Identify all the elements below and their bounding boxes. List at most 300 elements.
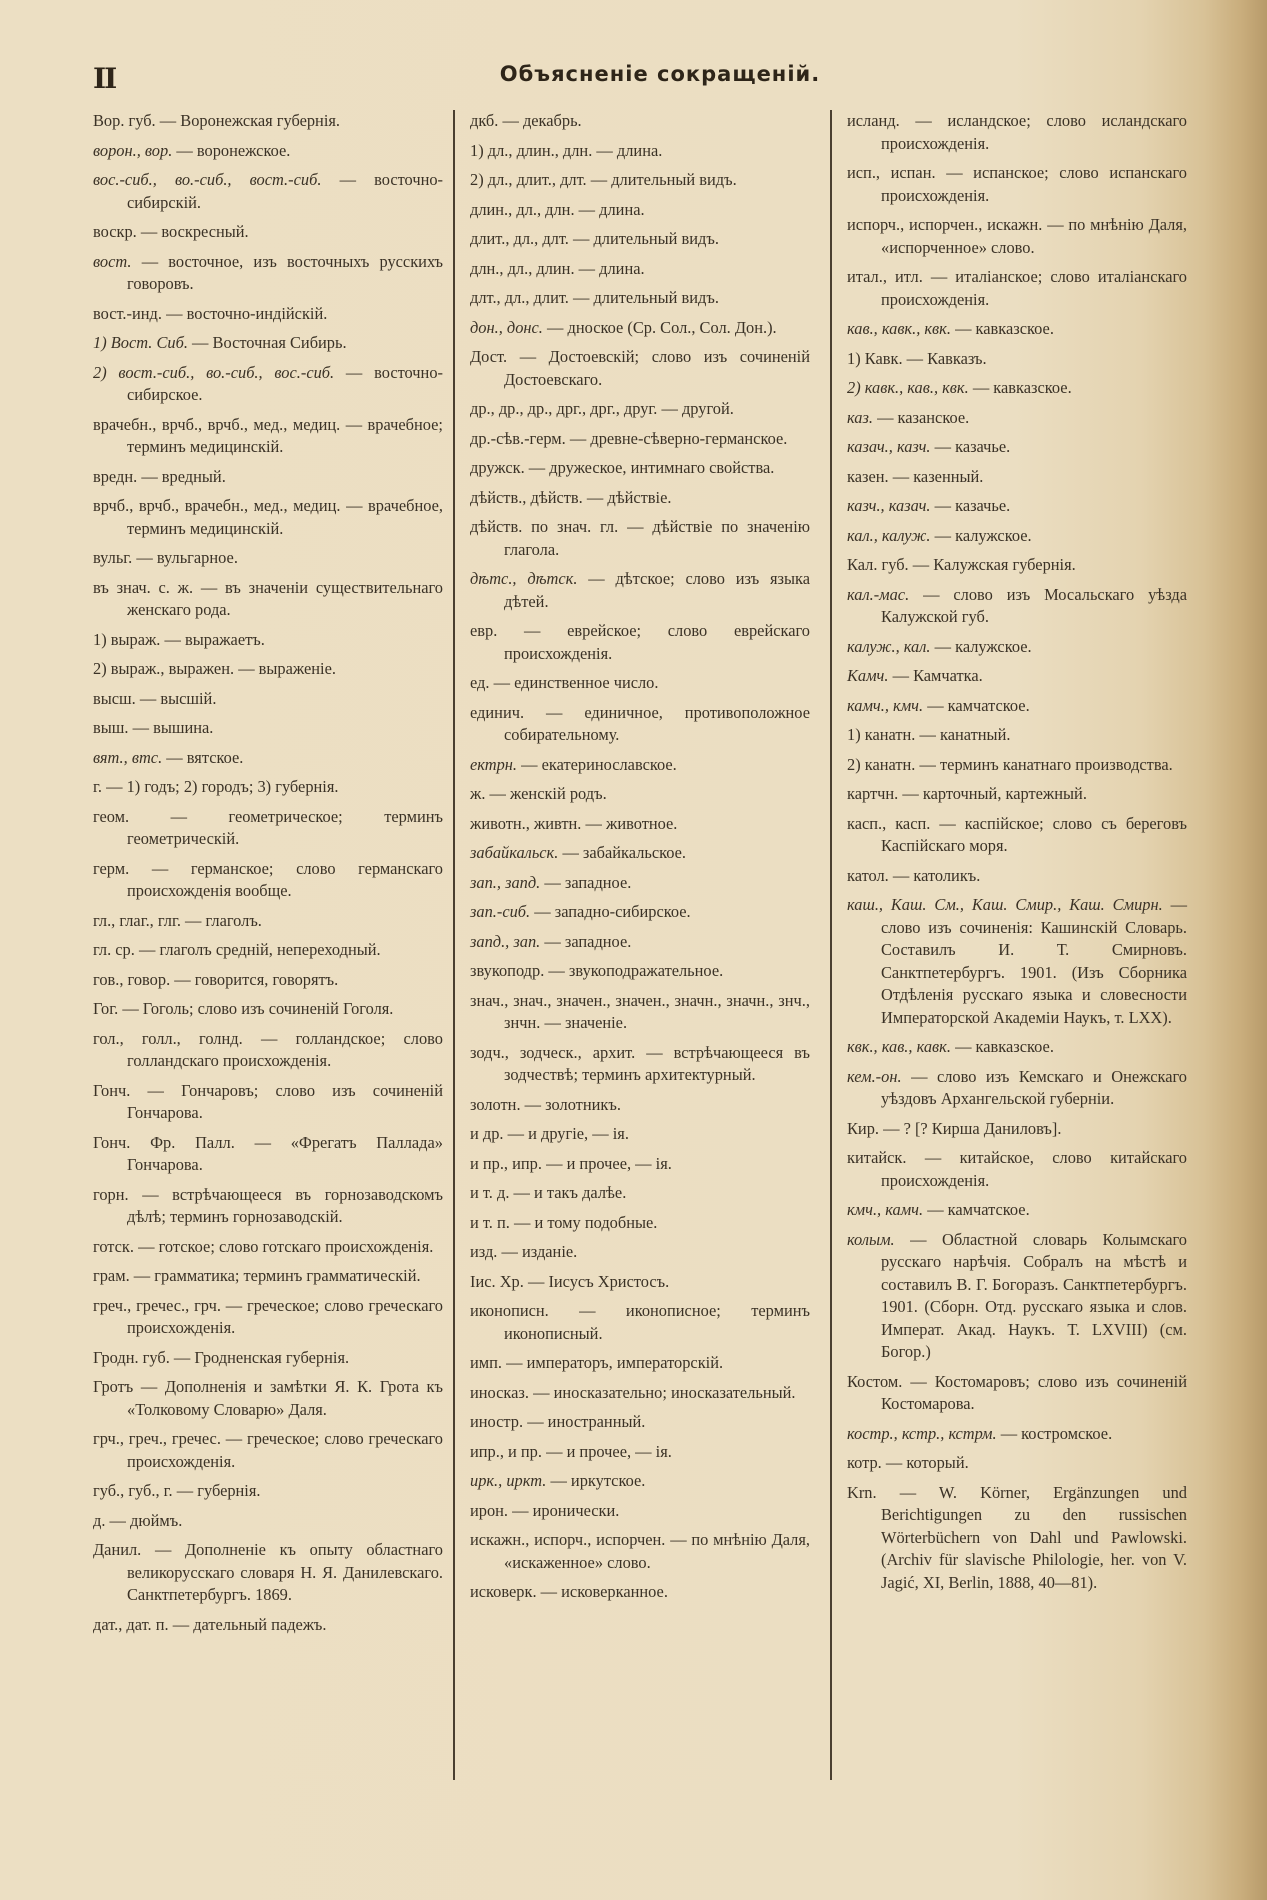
abbreviation-entry — [470, 346, 810, 391]
definition: — звукоподражательное. — [548, 961, 724, 980]
abbreviation: дат., дат. п. — [93, 1614, 169, 1634]
abbreviation-entry — [470, 1212, 810, 1235]
definition: — Калужская губернія. — [912, 555, 1076, 574]
definition: — женскій родъ. — [489, 784, 607, 803]
abbreviation: высш. — [93, 688, 136, 708]
abbreviation-entry — [847, 865, 1187, 888]
abbreviation: 2) вост.-сиб., во.-сиб., вос.-сиб. — [93, 362, 335, 382]
definition: — забайкальское. — [562, 843, 687, 862]
abbreviation-entry — [93, 221, 443, 244]
abbreviation-entry — [847, 1147, 1187, 1192]
abbreviation: исп., испан. — [847, 163, 936, 182]
abbreviation: ж. — [470, 784, 486, 803]
abbreviation: квк., кав., кавк. — [847, 1037, 951, 1056]
abbreviation-entry — [470, 1042, 810, 1087]
abbreviation-entry — [847, 1199, 1187, 1222]
definition: — Гродненская губернія. — [173, 1347, 350, 1367]
definition: — воронежское. — [176, 140, 291, 160]
abbreviation-entry — [470, 1352, 810, 1375]
abbreviation: катол. — [847, 865, 889, 885]
definition: — костромское. — [1000, 1423, 1113, 1443]
definition: — карточный, картежный. — [902, 784, 1087, 803]
abbreviation-entry — [470, 1123, 810, 1146]
abbreviation: звукоподр. — [470, 961, 545, 980]
abbreviation-entry — [93, 1265, 443, 1288]
abbreviation: запд., зап. — [470, 931, 541, 951]
abbreviation-entry — [470, 754, 810, 777]
abbreviation-entry — [470, 568, 810, 613]
abbreviation: дон., донс. — [470, 317, 543, 337]
abbreviation-entry — [93, 806, 443, 851]
definition: — каспійское; слово съ береговъ Каспійскаго моря. — [881, 813, 1187, 855]
abbreviation: воскр. — [93, 222, 137, 241]
abbreviation: и т. п. — [470, 1212, 510, 1232]
definition: — грамматика; терминъ грамматическій. — [133, 1266, 421, 1285]
abbreviation: Гонч. — [93, 1080, 131, 1100]
abbreviation: дѣтс., дѣтск. — [470, 569, 578, 588]
abbreviation-entry — [470, 110, 810, 133]
abbreviation: гол., голл., голнд. — [93, 1028, 243, 1048]
abbreviation: Дост. — [470, 347, 508, 366]
abbreviation-entry — [470, 960, 810, 983]
abbreviation-entry — [470, 258, 810, 281]
abbreviation: 2) кавк., кав., квк. — [847, 378, 969, 397]
abbreviation-entry — [847, 466, 1187, 489]
abbreviation: горн. — [93, 1184, 129, 1204]
definition: — Воронежская губернія. — [159, 111, 341, 130]
definition: — вульгарное. — [136, 548, 238, 567]
abbreviation-entry — [470, 620, 810, 665]
abbreviation: иконописн. — [470, 1301, 549, 1320]
abbreviation: и т. д. — [470, 1183, 510, 1202]
definition: — длина. — [578, 258, 645, 278]
abbreviation-entry — [93, 969, 443, 992]
abbreviation-entry — [470, 1411, 810, 1434]
abbreviation-entry — [847, 348, 1187, 371]
abbreviation: животн., живтн. — [470, 813, 582, 833]
abbreviation-entry — [93, 629, 443, 652]
definition: — выражаетъ. — [164, 629, 265, 649]
abbreviation: дкб. — [470, 111, 499, 130]
abbreviation-entry — [93, 547, 443, 570]
definition: — дноское (Ср. Сол., Сол. Дон.). — [547, 317, 777, 337]
abbreviation-entry — [93, 910, 443, 933]
abbreviation: забайкальск. — [470, 843, 559, 862]
definition: — исландское; слово исландскаго происхожденія. — [881, 111, 1187, 153]
abbreviation: зап., запд. — [470, 872, 541, 892]
abbreviation: золотн. — [470, 1094, 521, 1114]
abbreviation-entry — [93, 998, 443, 1021]
abbreviation: ворон., вор. — [93, 140, 173, 160]
abbreviation-entry — [470, 1581, 810, 1604]
definition: — и прочее, — ія. — [546, 1441, 672, 1461]
abbreviation: Костом. — [847, 1371, 903, 1391]
abbreviation-entry — [93, 776, 443, 799]
definition: — губернія. — [176, 1481, 261, 1500]
definition: — иконописное; терминъ иконописный. — [504, 1301, 810, 1343]
definition: — кавказское. — [955, 1037, 1054, 1056]
abbreviation: Кир. — [847, 1118, 879, 1138]
abbreviation: дѣйств., дѣйств. — [470, 487, 583, 507]
abbreviation-entry — [93, 1614, 443, 1637]
definition: — казачье. — [934, 437, 1011, 456]
abbreviation-entry — [470, 457, 810, 480]
abbreviation-entry — [93, 362, 443, 407]
abbreviation: котр. — [847, 1453, 882, 1472]
abbreviation: др.-сѣв.-герм. — [470, 428, 566, 448]
abbreviation: изд. — [470, 1242, 498, 1261]
abbreviation-entry — [93, 1132, 443, 1177]
abbreviation: кав., кавк., квк. — [847, 319, 951, 338]
abbreviation-entry — [847, 495, 1187, 518]
abbreviation-entry — [470, 1241, 810, 1264]
definition: — встрѣчающееся въ горнозаводскомъ дѣлѣ; терминъ горнозаводскій. — [127, 1184, 443, 1226]
abbreviation: картчн. — [847, 784, 899, 803]
definition: — вятское. — [166, 747, 244, 767]
abbreviation: 1) Кавк. — [847, 348, 903, 368]
abbreviation: ипр., и пр. — [470, 1441, 542, 1461]
column-1 — [93, 110, 443, 1643]
abbreviation: знач., знач., значен., значен., значн., значн., знч., знчн. — [470, 990, 810, 1032]
abbreviation-entry — [93, 1376, 443, 1421]
abbreviation-entry — [847, 665, 1187, 688]
definition: — дѣтское; слово изъ языка дѣтей. — [504, 569, 810, 611]
definition: — древне-сѣверно-германское. — [569, 428, 788, 448]
definition: — иностранный. — [527, 1412, 646, 1431]
definition: — еврейское; слово еврейскаго происхожденія. — [504, 621, 810, 663]
definition: — и другіе, — ія. — [507, 1124, 629, 1143]
abbreviation-entry — [470, 287, 810, 310]
abbreviation: геом. — [93, 806, 130, 826]
abbreviation: гл. ср. — [93, 940, 135, 959]
abbreviation: др., др., др., дрг., дрг., друг. — [470, 399, 658, 418]
abbreviation-entry — [93, 414, 443, 459]
abbreviation: греч., гречес., грч. — [93, 1295, 221, 1315]
definition: — дательный падежъ. — [172, 1614, 327, 1634]
definition: — и прочее, — ія. — [546, 1153, 672, 1173]
definition: — иносказательно; иносказательный. — [533, 1382, 796, 1402]
definition: — дѣйствіе по значенію глагола. — [504, 517, 811, 559]
abbreviation: въ знач. с. ж. — [93, 577, 194, 597]
definition: — восточно-индійскій. — [166, 303, 328, 323]
abbreviation-entry — [847, 1118, 1187, 1141]
definition: — и такъ далѣе. — [513, 1183, 627, 1202]
abbreviation: казач., казч. — [847, 437, 931, 456]
abbreviation-entry — [847, 1036, 1187, 1059]
definition: — камчатское. — [927, 1200, 1030, 1219]
abbreviation-entry — [93, 658, 443, 681]
definition: — слово изъ Мосальскаго уѣзда Калужской губ. — [881, 584, 1187, 626]
abbreviation: евр. — [470, 621, 498, 640]
abbreviation: губ., губ., г. — [93, 1481, 173, 1500]
abbreviation-entry — [847, 894, 1187, 1029]
column-3 — [847, 110, 1187, 1601]
abbreviation: искажн., испорч., испорчен. — [470, 1530, 666, 1549]
definition: — который. — [885, 1453, 969, 1472]
abbreviation: вост.-инд. — [93, 303, 162, 323]
definition: — греческое; слово греческаго происхожденія. — [127, 1429, 443, 1471]
abbreviation-entry — [470, 1529, 810, 1574]
abbreviation: кмч., камч. — [847, 1200, 924, 1219]
abbreviation: калуж., кал. — [847, 636, 931, 656]
abbreviation: вят., втс. — [93, 747, 163, 767]
column-divider — [830, 110, 832, 1780]
abbreviation: герм. — [93, 858, 130, 878]
abbreviation-entry — [847, 1482, 1187, 1595]
abbreviation-entry — [470, 1441, 810, 1464]
abbreviation-entry — [470, 1153, 810, 1176]
abbreviation-entry — [470, 901, 810, 924]
abbreviation: казч., казач. — [847, 496, 931, 515]
abbreviation: 2) канатн. — [847, 754, 916, 774]
definition: — глаголъ средній, непереходный. — [138, 940, 381, 959]
definition: — слово изъ сочиненія: Кашинскій Словарь. Составилъ И. Т. Смирновъ. Санктпетербургъ. 1901. (Изъ Сборника Отдѣленія русскаго языка и словесности Императорской Академіи Наукъ, т. LXX). — [881, 895, 1187, 1027]
definition: — кавказское. — [955, 319, 1054, 338]
abbreviation: Камч. — [847, 666, 889, 685]
definition: — животное. — [585, 813, 678, 833]
abbreviation: вредн. — [93, 466, 138, 486]
definition: — изданіе. — [501, 1242, 578, 1261]
column-2 — [470, 110, 810, 1611]
abbreviation: вос.-сиб., во.-сиб., вост.-сиб. — [93, 170, 322, 189]
abbreviation-entry — [470, 783, 810, 806]
definition: — длительный видъ. — [590, 170, 737, 189]
abbreviation-entry — [470, 1300, 810, 1345]
definition: — воскресный. — [140, 222, 249, 241]
definition: — говорится, говорятъ. — [174, 969, 339, 989]
definition: — въ значеніи существительнаго женскаго рода. — [127, 577, 443, 619]
abbreviation-entry — [847, 318, 1187, 341]
abbreviation-entry — [470, 169, 810, 192]
abbreviation-entry — [470, 398, 810, 421]
definition: — дюймъ. — [109, 1510, 183, 1530]
abbreviation-entry — [470, 990, 810, 1035]
abbreviation-entry — [470, 702, 810, 747]
abbreviation: Гродн. губ. — [93, 1347, 170, 1367]
page-title: Объясненіе сокращеній. — [499, 62, 821, 86]
abbreviation-entry — [93, 495, 443, 540]
abbreviation-entry — [470, 813, 810, 836]
definition: — и тому подобные. — [513, 1212, 658, 1232]
abbreviation-entry — [847, 110, 1187, 155]
definition: — дѣйствіе. — [586, 487, 672, 507]
abbreviation: и пр., ипр. — [470, 1153, 542, 1173]
definition: — по мнѣнію Даля, «искаженное» слово. — [504, 1530, 810, 1572]
abbreviation: 1) выраж. — [93, 629, 161, 649]
abbreviation: исланд. — [847, 111, 900, 130]
abbreviation-entry — [93, 1080, 443, 1125]
abbreviation-entry — [93, 747, 443, 770]
abbreviation: г. — [93, 777, 102, 796]
abbreviation: кем.-он. — [847, 1066, 902, 1086]
abbreviation-entry — [847, 554, 1187, 577]
definition: — вредный. — [141, 466, 226, 486]
definition: — длина. — [578, 199, 645, 219]
definition: — екатеринославское. — [521, 754, 677, 774]
abbreviation-entry — [93, 466, 443, 489]
abbreviation: итал., итл. — [847, 267, 923, 286]
abbreviation-entry — [470, 672, 810, 695]
abbreviation-entry — [93, 303, 443, 326]
abbreviation: Іис. Хр. — [470, 1271, 524, 1291]
abbreviation: Гротъ — [93, 1377, 134, 1396]
abbreviation-entry — [470, 140, 810, 163]
abbreviation: врачебн., врчб., врчб., мед., медиц. — [93, 414, 341, 434]
definition: — германское; слово германскаго происхожденія вообще. — [127, 858, 443, 900]
definition: — глаголъ. — [185, 910, 262, 930]
abbreviation-entry — [93, 1236, 443, 1259]
abbreviation: ектрн. — [470, 754, 517, 774]
abbreviation: каш., Каш. См., Каш. Смир., Каш. Смирн. — [847, 895, 1163, 914]
abbreviation-entry — [93, 1295, 443, 1340]
definition: — Гоголь; слово изъ сочиненій Гоголя. — [122, 999, 394, 1018]
abbreviation-entry — [93, 1184, 443, 1229]
definition: — испанское; слово испанскаго происхожденія. — [881, 163, 1187, 205]
definition: — золотникъ. — [524, 1094, 621, 1114]
abbreviation: и др. — [470, 1124, 504, 1143]
definition: — иронически. — [512, 1500, 620, 1520]
definition: — восточное, изъ восточныхъ русскихъ говоровъ. — [127, 251, 443, 293]
abbreviation-entry — [847, 754, 1187, 777]
abbreviation-entry — [847, 724, 1187, 747]
abbreviation-entry — [847, 525, 1187, 548]
abbreviation: ирк., иркт. — [470, 1471, 547, 1490]
abbreviation-entry — [93, 1028, 443, 1073]
definition: — длительный видъ. — [572, 288, 719, 307]
abbreviation-entry — [93, 251, 443, 296]
definition: — восточно-сибирскій. — [127, 170, 443, 212]
definition: — иркутское. — [550, 1471, 646, 1490]
abbreviation-entry — [470, 1500, 810, 1523]
abbreviation: 1) канатн. — [847, 725, 916, 744]
abbreviation: иносказ. — [470, 1382, 529, 1402]
abbreviation: Вор. губ. — [93, 111, 156, 130]
abbreviation: д. — [93, 1510, 106, 1530]
abbreviation: камч., кмч. — [847, 695, 924, 715]
definition: — высшій. — [139, 688, 217, 708]
abbreviation: ед. — [470, 673, 490, 692]
abbreviation-entry — [93, 858, 443, 903]
abbreviation-entry — [470, 872, 810, 895]
abbreviation-entry — [93, 1510, 443, 1533]
definition: — голландское; слово голландскаго происхожденія. — [127, 1028, 443, 1070]
definition: — камчатское. — [927, 695, 1030, 715]
definition: — терминъ канатнаго производства. — [919, 754, 1173, 774]
definition: — греческое; слово греческаго происхожденія. — [127, 1295, 443, 1337]
abbreviation-entry — [470, 842, 810, 865]
abbreviation-entry — [847, 783, 1187, 806]
abbreviation-entry — [847, 1066, 1187, 1111]
definition: — встрѣчающееся въ зодчествѣ; терминъ архитектурный. — [504, 1042, 810, 1084]
abbreviation: длит., дл., длт. — [470, 229, 569, 248]
definition: — Областной словарь Колымскаго русскаго нарѣчія. Собралъ на мѣстѣ и составилъ В. Г. Богоразъ. Санктпетербургъ. 1901. (Сборн. Отд. русскаго языка и слов. Императ. Акад. Наукъ. Т. LXVIII) (см. Богор.) — [881, 1229, 1187, 1361]
abbreviation-entry — [93, 688, 443, 711]
abbreviation: испорч., испорчен., искажн. — [847, 215, 1043, 234]
abbreviation-entry — [847, 214, 1187, 259]
abbreviation: гов., говор. — [93, 969, 171, 989]
abbreviation: гл., глаг., глг. — [93, 910, 181, 930]
abbreviation-entry — [470, 1182, 810, 1205]
abbreviation-entry — [847, 584, 1187, 629]
definition: — восточно-сибирское. — [127, 362, 443, 404]
definition: — 1) годъ; 2) городъ; 3) губернія. — [106, 777, 339, 796]
definition: — Достоевскій; слово изъ сочиненій Достоевскаго. — [504, 347, 810, 389]
abbreviation: 1) Вост. Сиб. — [93, 333, 188, 352]
abbreviation-entry — [847, 1229, 1187, 1364]
abbreviation: каз. — [847, 407, 873, 427]
abbreviation-entry — [470, 487, 810, 510]
definition: — Восточная Сибирь. — [192, 333, 347, 352]
abbreviation: кал.-мас. — [847, 584, 910, 604]
definition: — китайское, слово китайскаго происхожденія. — [881, 1148, 1187, 1190]
definition: — готское; слово готскаго происхожденія. — [138, 1236, 434, 1256]
definition: — Кавказъ. — [906, 348, 987, 368]
abbreviation-entry — [847, 1371, 1187, 1416]
abbreviation: ирон. — [470, 1500, 509, 1520]
abbreviation: дружск. — [470, 458, 525, 477]
abbreviation-entry — [470, 428, 810, 451]
abbreviation-entry — [847, 377, 1187, 400]
abbreviation: 2) дл., длит., длт. — [470, 170, 587, 189]
abbreviation: имп. — [470, 1353, 503, 1372]
abbreviation-entry — [847, 813, 1187, 858]
definition: — калужское. — [934, 636, 1032, 656]
abbreviation: иностр. — [470, 1412, 524, 1431]
abbreviation: длт., дл., длит. — [470, 288, 569, 307]
definition: — W. Körner, Ergänzungen und Berichtigungen zu den russischen Wörterbüchern von Dahl und Pawlowski. (Archiv für slavische Philologie, her. von V. Jagić, XI, Berlin, 1888, 40—81). — [881, 1482, 1187, 1592]
abbreviation-entry — [470, 228, 810, 251]
abbreviation: костр., кстр., кстрм. — [847, 1423, 997, 1443]
column-divider — [453, 110, 455, 1780]
definition: — другой. — [661, 399, 734, 418]
abbreviation-entry — [93, 1428, 443, 1473]
abbreviation-entry — [847, 1423, 1187, 1446]
abbreviation-entry — [470, 1470, 810, 1493]
definition: — геометрическое; терминъ геометрическій. — [127, 806, 443, 848]
abbreviation-entry — [847, 695, 1187, 718]
abbreviation-entry — [93, 169, 443, 214]
abbreviation-entry — [470, 1382, 810, 1405]
definition: — кавказское. — [972, 378, 1072, 397]
abbreviation-entry — [847, 266, 1187, 311]
definition: — Дополненія и замѣтки Я. К. Грота къ «Толковому Словарю» Даля. — [127, 1377, 443, 1419]
definition: — Костомаровъ; слово изъ сочиненій Костомарова. — [881, 1371, 1187, 1413]
definition: — врачебное; терминъ медицинскій. — [127, 414, 443, 456]
definition: — казанское. — [877, 407, 970, 427]
abbreviation-entry — [93, 939, 443, 962]
definition: — канатный. — [919, 725, 1011, 744]
definition: — казачье. — [934, 496, 1011, 515]
abbreviation: Данил. — [93, 1540, 142, 1559]
abbreviation: вульг. — [93, 548, 133, 567]
definition: — исковерканное. — [540, 1582, 668, 1601]
abbreviation-entry — [847, 436, 1187, 459]
abbreviation-entry — [93, 332, 443, 355]
definition: — длина. — [596, 140, 663, 160]
abbreviation-entry — [93, 1347, 443, 1370]
abbreviation: грч., греч., гречес. — [93, 1429, 221, 1448]
abbreviation: Гог. — [93, 999, 119, 1018]
abbreviation: Кал. губ. — [847, 555, 909, 574]
abbreviation: зодч., зодческ., архит. — [470, 1042, 636, 1062]
definition: — слово изъ Кемскаго и Онежскаго уѣздовъ Архангельской губерніи. — [881, 1066, 1187, 1108]
definition: — декабрь. — [502, 111, 582, 130]
definition: — по мнѣнію Даля, «испорченное» слово. — [881, 215, 1187, 257]
definition: — католикъ. — [892, 865, 981, 885]
abbreviation-entry — [847, 407, 1187, 430]
abbreviation-entry — [470, 516, 810, 561]
abbreviation-entry — [93, 1480, 443, 1503]
